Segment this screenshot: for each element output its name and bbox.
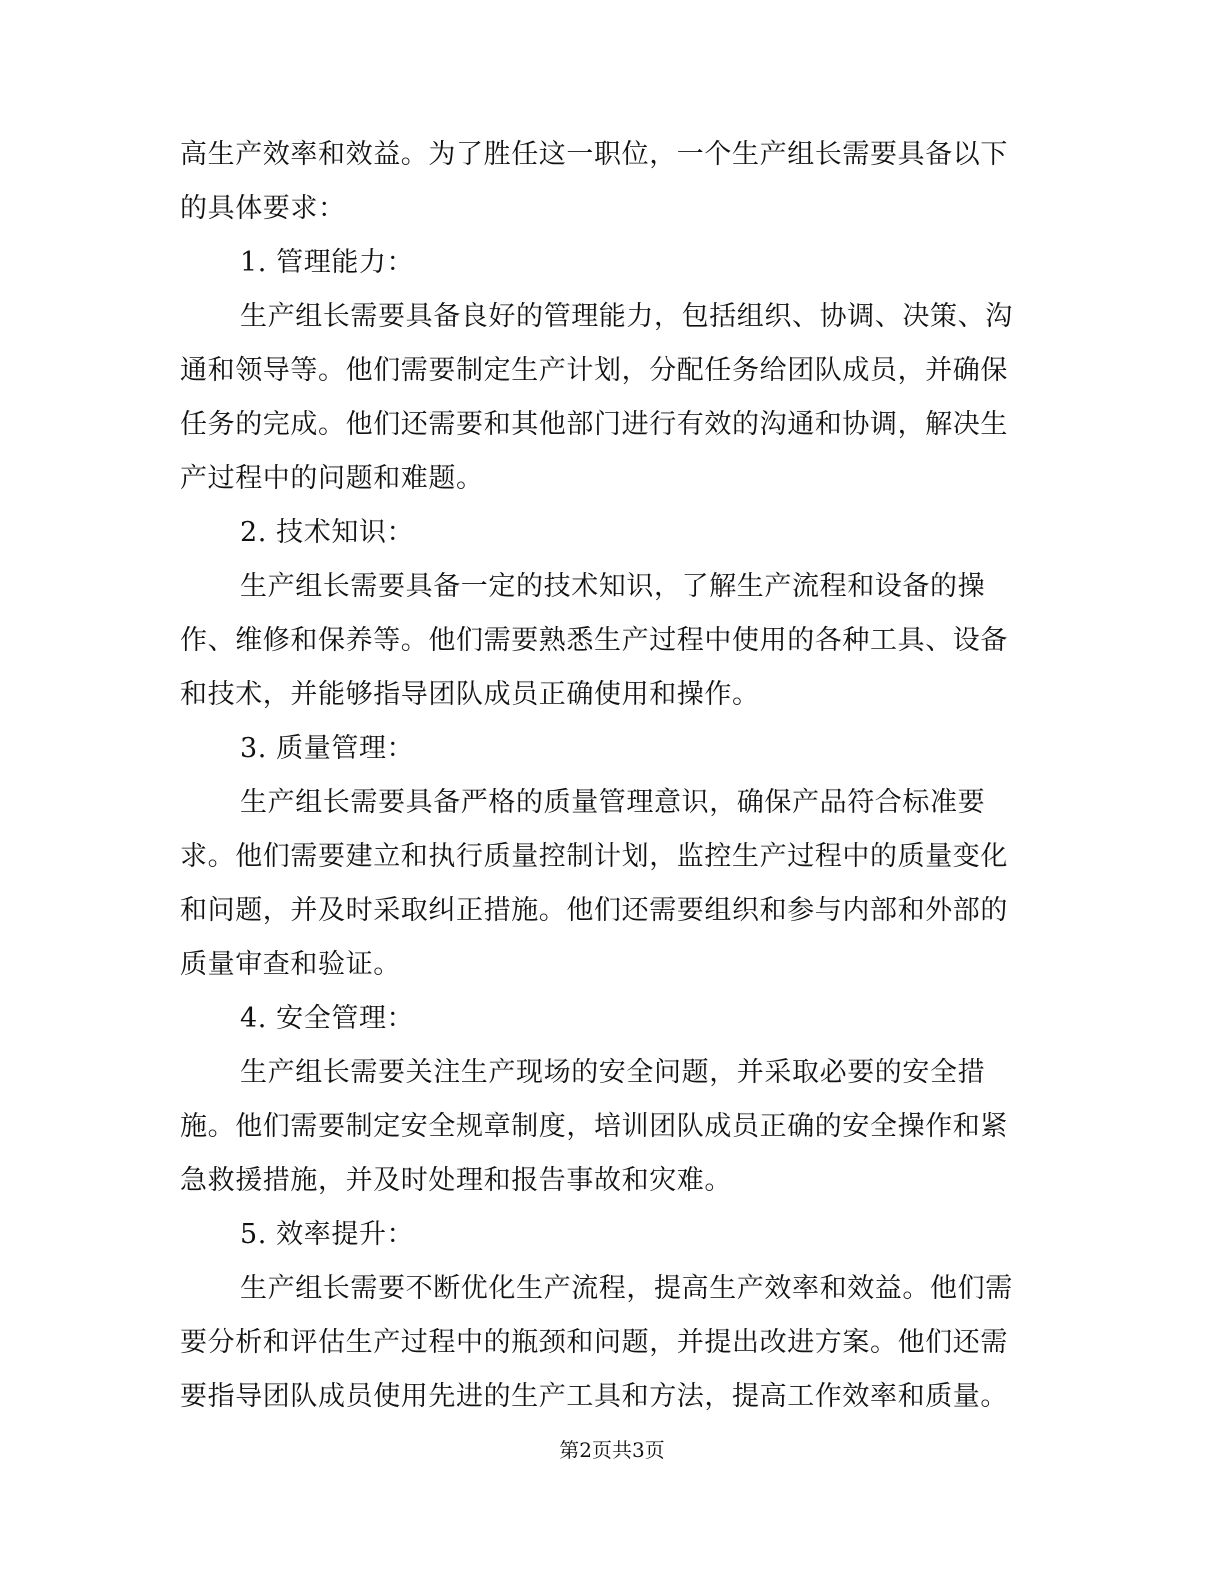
text-line: 的具体要求： xyxy=(180,193,346,224)
document-body xyxy=(180,128,1020,1424)
text-line: 要指导团队成员使用先进的生产工具和方法，提高工作效率和质量。 xyxy=(180,1381,1008,1412)
text-line: 质量审查和验证。 xyxy=(180,949,401,980)
text-line: 生产组长需要具备严格的质量管理意识，确保产品符合标准要 xyxy=(240,787,986,818)
text-line: 施。他们需要制定安全规章制度，培训团队成员正确的安全操作和紧 xyxy=(180,1111,1008,1142)
text-line: 生产组长需要不断优化生产流程，提高生产效率和效益。他们需 xyxy=(240,1273,1013,1304)
text-line: 任务的完成。他们还需要和其他部门进行有效的沟通和协调，解决生 xyxy=(180,409,1008,440)
text-line: 作、维修和保养等。他们需要熟悉生产过程中使用的各种工具、设备 xyxy=(180,625,1008,656)
text-line: 生产组长需要关注生产现场的安全问题，并采取必要的安全措 xyxy=(240,1057,986,1088)
text-line: 2. 技术知识： xyxy=(240,517,415,548)
text-line: 5. 效率提升： xyxy=(240,1219,415,1250)
text-line: 3. 质量管理： xyxy=(240,733,415,764)
text-line: 4. 安全管理： xyxy=(240,1003,415,1034)
text-line: 和问题，并及时采取纠正措施。他们还需要组织和参与内部和外部的 xyxy=(180,895,1008,926)
text-line: 求。他们需要建立和执行质量控制计划，监控生产过程中的质量变化 xyxy=(180,841,1008,872)
text-line: 和技术，并能够指导团队成员正确使用和操作。 xyxy=(180,679,760,710)
text-line: 1. 管理能力： xyxy=(240,247,415,278)
text-line: 生产组长需要具备一定的技术知识，了解生产流程和设备的操 xyxy=(240,571,986,602)
text-line: 通和领导等。他们需要制定生产计划，分配任务给团队成员，并确保 xyxy=(180,355,1008,386)
text-line: 急救援措施，并及时处理和报告事故和灾难。 xyxy=(180,1165,732,1196)
text-line: 生产组长需要具备良好的管理能力，包括组织、协调、决策、沟 xyxy=(240,301,1013,332)
text-line: 产过程中的问题和难题。 xyxy=(180,463,484,494)
text-line: 高生产效率和效益。为了胜任这一职位，一个生产组长需要具备以下 xyxy=(180,139,1008,170)
page-number-footer: 第2页共3页 xyxy=(559,1438,665,1462)
text-line: 要分析和评估生产过程中的瓶颈和问题，并提出改进方案。他们还需 xyxy=(180,1327,1008,1358)
